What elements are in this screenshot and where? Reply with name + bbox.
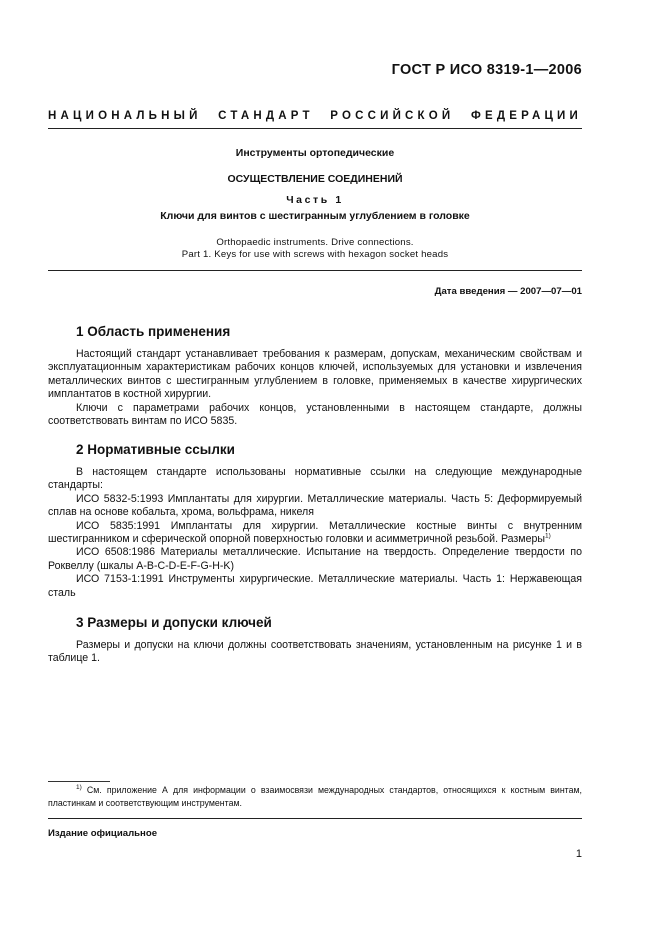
subtitle: Ключи для винтов с шестигранным углублением в головке [160, 210, 470, 222]
footnote-mark: 1) [76, 784, 82, 792]
national-standard-banner: НАЦИОНАЛЬНЫЙ СТАНДАРТ РОССИЙСКОЙ ФЕДЕРАЦИИ [48, 110, 582, 122]
section-2-body [48, 466, 582, 600]
footnote-mark[interactable]: 1) [544, 532, 551, 540]
page-number: 1 [575, 848, 582, 860]
section-1-heading: 1 Область применения [76, 324, 231, 339]
reference-item: ИСО 7153-1:1991 Инструменты хирургические. Металлические материалы. Часть 1: Нержавеющая сталь [48, 573, 582, 599]
reference-item: ИСО 6508:1986 Материалы металлические. Испытание на твердость. Определение твердости по Роквеллу (шкалы A-B-C-D-E-F-G-H-K) [48, 546, 582, 572]
footnote-separator [48, 781, 110, 782]
paragraph: Настоящий стандарт устанавливает требования к размерам, допускам, механическим свойствам и эксплуатационным характеристикам рабочих концов ключей, используемых для установки и извлечения металлических винтов с шестигранным углублением в головке, применяемых в качестве хирургических имплантатов в костной хирургии. [48, 348, 582, 401]
title-rule [48, 270, 582, 271]
section-2-heading: 2 Нормативные ссылки [76, 442, 235, 457]
reference-text: ИСО 5835:1991 Имплантаты для хирургии. Металлические костные винты с внутренним шестигранником и сферической опорной поверхностью головки и асимметричной резьбой. Размеры [48, 519, 582, 546]
section-3-heading: 3 Размеры и допуски ключей [76, 615, 272, 630]
standard-designation: ГОСТ Р ИСО 8319-1—2006 [391, 62, 582, 78]
edition-label: Издание официальное [48, 828, 158, 839]
title-line-1: Инструменты ортопедические [235, 147, 395, 159]
section-1-body [48, 348, 582, 428]
footnote-text: См. приложение А для информации о взаимосвязи международных стандартов, относящихся к костным винтам, пластинкам и соответствующим инструментам. [48, 785, 582, 808]
reference-item: ИСО 5832-5:1993 Имплантаты для хирургии. Металлические материалы. Часть 5: Деформируемый сплав на основе кобальта, хрома, вольфрама, никеля [48, 492, 582, 519]
english-title-line-1: Orthopaedic instruments. Drive connections. [216, 237, 414, 248]
reference-item [48, 520, 582, 547]
paragraph: Ключи с параметрами рабочих концов, установленными в настоящем стандарте, должны соответствовать винтам по ИСО 5835. [48, 401, 582, 428]
footer-rule [48, 818, 582, 819]
introduction-date: Дата введения — 2007—07—01 [434, 286, 582, 297]
title-line-2: ОСУЩЕСТВЛЕНИЕ СОЕДИНЕНИЙ [227, 173, 403, 185]
footnote [48, 784, 582, 809]
header-rule [48, 128, 582, 129]
section-3-body [48, 639, 582, 666]
paragraph: В настоящем стандарте использованы нормативные ссылки на следующие международные стандарты: [48, 466, 582, 492]
paragraph: Размеры и допуски на ключи должны соответствовать значениям, установленным на рисунке 1 и в таблице 1. [48, 639, 582, 665]
part-title: Часть 1 [286, 194, 344, 206]
english-title-line-2: Part 1. Keys for use with screws with hexagon socket heads [181, 249, 449, 260]
